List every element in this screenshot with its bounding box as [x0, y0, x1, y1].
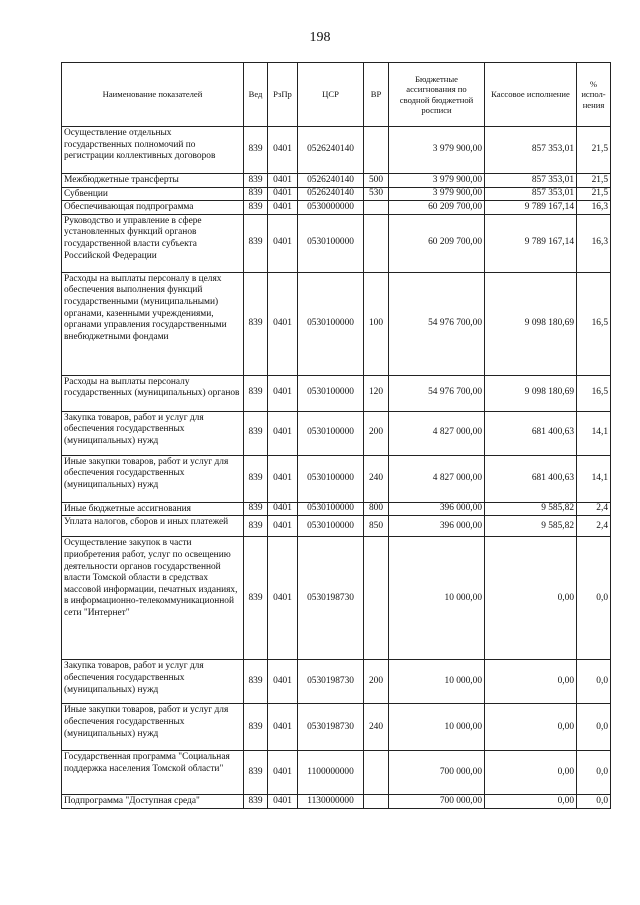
row-budget-cell: 4 827 000,00: [389, 455, 485, 502]
row-vr-cell: [364, 795, 389, 809]
row-cash-cell: 0,00: [485, 537, 577, 660]
row-budget-cell: 700 000,00: [389, 795, 485, 809]
row-vr-cell: 500: [364, 174, 389, 188]
row-rzpr-cell: 0401: [268, 411, 298, 455]
row-cash-cell: 857 353,01: [485, 187, 577, 201]
row-csr-cell: 0530100000: [298, 375, 364, 411]
row-rzpr-cell: 0401: [268, 502, 298, 516]
row-name-cell: Государственная программа "Социальная поддержка населения Томской области": [62, 751, 244, 795]
row-csr-cell: 0530100000: [298, 502, 364, 516]
row-ved-cell: 839: [244, 704, 268, 751]
table-row: [62, 375, 611, 411]
header-rzpr: РзПр: [268, 63, 298, 127]
row-rzpr-cell: 0401: [268, 375, 298, 411]
row-ved-cell: 839: [244, 516, 268, 537]
row-cash-cell: 9 789 167,14: [485, 201, 577, 215]
row-budget-cell: 54 976 700,00: [389, 272, 485, 375]
table-row: [62, 455, 611, 502]
row-rzpr-cell: 0401: [268, 127, 298, 174]
page-number: 198: [309, 30, 331, 45]
row-budget-cell: 10 000,00: [389, 704, 485, 751]
row-csr-cell: 0530198730: [298, 537, 364, 660]
row-vr-cell: 800: [364, 502, 389, 516]
header-cash: Кассовое исполнение: [485, 63, 577, 127]
table-row: [62, 795, 611, 809]
row-ved-cell: 839: [244, 174, 268, 188]
row-name-cell: Руководство и управление в сфере установленных функций органов государственной власти субъекта Российской Федерации: [62, 214, 244, 272]
row-cash-cell: 0,00: [485, 751, 577, 795]
row-ved-cell: 839: [244, 751, 268, 795]
row-name-cell: Закупка товаров, работ и услуг для обеспечения государственных (муниципальных) нужд: [62, 411, 244, 455]
row-budget-cell: 60 209 700,00: [389, 201, 485, 215]
row-pct-cell: 21,5: [577, 174, 611, 188]
row-name-cell: Иные закупки товаров, работ и услуг для обеспечения государственных (муниципальных) нужд: [62, 704, 244, 751]
table-row: [62, 537, 611, 660]
row-cash-cell: 0,00: [485, 795, 577, 809]
row-csr-cell: 0530000000: [298, 201, 364, 215]
row-csr-cell: 0530100000: [298, 411, 364, 455]
table-row: [62, 187, 611, 201]
row-vr-cell: 240: [364, 704, 389, 751]
row-cash-cell: 9 585,82: [485, 516, 577, 537]
header-budget: Бюджетные ассигнования по сводной бюджетной росписи: [389, 63, 485, 127]
row-budget-cell: 10 000,00: [389, 660, 485, 704]
row-budget-cell: 700 000,00: [389, 751, 485, 795]
row-budget-cell: 10 000,00: [389, 537, 485, 660]
table-row: [62, 704, 611, 751]
row-rzpr-cell: 0401: [268, 214, 298, 272]
row-budget-cell: 60 209 700,00: [389, 214, 485, 272]
table-row: [62, 516, 611, 537]
row-pct-cell: 0,0: [577, 704, 611, 751]
row-name-cell: Подпрограмма "Доступная среда": [62, 795, 244, 809]
row-cash-cell: 857 353,01: [485, 127, 577, 174]
row-ved-cell: 839: [244, 187, 268, 201]
row-csr-cell: 0530198730: [298, 704, 364, 751]
row-vr-cell: 240: [364, 455, 389, 502]
row-vr-cell: 120: [364, 375, 389, 411]
table-row: [62, 411, 611, 455]
row-name-cell: Субвенции: [62, 187, 244, 201]
row-pct-cell: 0,0: [577, 537, 611, 660]
row-csr-cell: 0530100000: [298, 214, 364, 272]
row-pct-cell: 2,4: [577, 502, 611, 516]
table-row: [62, 751, 611, 795]
row-rzpr-cell: 0401: [268, 187, 298, 201]
row-pct-cell: 16,5: [577, 375, 611, 411]
row-name-cell: Расходы на выплаты персоналу в целях обеспечения выполнения функций государственными (муниципальными) органами, казенными учреждениями, органами управления государственными внебюджетными фондами: [62, 272, 244, 375]
row-ved-cell: 839: [244, 795, 268, 809]
row-budget-cell: 396 000,00: [389, 516, 485, 537]
row-ved-cell: 839: [244, 201, 268, 215]
table-row: [62, 201, 611, 215]
row-name-cell: Иные закупки товаров, работ и услуг для обеспечения государственных (муниципальных) нужд: [62, 455, 244, 502]
row-budget-cell: 3 979 900,00: [389, 187, 485, 201]
row-csr-cell: 0526240140: [298, 174, 364, 188]
header-csr: ЦСР: [298, 63, 364, 127]
row-rzpr-cell: 0401: [268, 174, 298, 188]
row-vr-cell: [364, 201, 389, 215]
table-row: [62, 127, 611, 174]
row-rzpr-cell: 0401: [268, 201, 298, 215]
header-pct: % испол-нения: [577, 63, 611, 127]
row-rzpr-cell: 0401: [268, 704, 298, 751]
row-vr-cell: [364, 214, 389, 272]
row-csr-cell: 0530100000: [298, 272, 364, 375]
row-pct-cell: 16,5: [577, 272, 611, 375]
row-budget-cell: 3 979 900,00: [389, 174, 485, 188]
row-ved-cell: 839: [244, 127, 268, 174]
row-ved-cell: 839: [244, 502, 268, 516]
row-pct-cell: 21,5: [577, 187, 611, 201]
row-budget-cell: 396 000,00: [389, 502, 485, 516]
row-ved-cell: 839: [244, 660, 268, 704]
row-cash-cell: 681 400,63: [485, 455, 577, 502]
row-cash-cell: 0,00: [485, 704, 577, 751]
row-name-cell: Уплата налогов, сборов и иных платежей: [62, 516, 244, 537]
row-name-cell: Иные бюджетные ассигнования: [62, 502, 244, 516]
row-vr-cell: [364, 537, 389, 660]
row-rzpr-cell: 0401: [268, 272, 298, 375]
row-budget-cell: 4 827 000,00: [389, 411, 485, 455]
row-rzpr-cell: 0401: [268, 537, 298, 660]
header-name: Наименование показателей: [62, 63, 244, 127]
row-budget-cell: 3 979 900,00: [389, 127, 485, 174]
row-csr-cell: 0526240140: [298, 187, 364, 201]
row-cash-cell: 0,00: [485, 660, 577, 704]
row-rzpr-cell: 0401: [268, 751, 298, 795]
row-cash-cell: 9 098 180,69: [485, 272, 577, 375]
row-rzpr-cell: 0401: [268, 455, 298, 502]
row-vr-cell: 530: [364, 187, 389, 201]
table-row: [62, 502, 611, 516]
row-cash-cell: 9 098 180,69: [485, 375, 577, 411]
row-csr-cell: 0530198730: [298, 660, 364, 704]
row-name-cell: Межбюджетные трансферты: [62, 174, 244, 188]
row-name-cell: Закупка товаров, работ и услуг для обеспечения государственных (муниципальных) нужд: [62, 660, 244, 704]
row-cash-cell: 681 400,63: [485, 411, 577, 455]
row-pct-cell: 0,0: [577, 751, 611, 795]
header-ved: Вед: [244, 63, 268, 127]
row-vr-cell: 200: [364, 411, 389, 455]
row-pct-cell: 14,1: [577, 411, 611, 455]
table-row: [62, 174, 611, 188]
table-row: [62, 272, 611, 375]
row-ved-cell: 839: [244, 411, 268, 455]
row-csr-cell: 0530100000: [298, 455, 364, 502]
row-csr-cell: 1100000000: [298, 751, 364, 795]
row-cash-cell: 9 585,82: [485, 502, 577, 516]
table-row: [62, 660, 611, 704]
row-cash-cell: 857 353,01: [485, 174, 577, 188]
row-pct-cell: 21,5: [577, 127, 611, 174]
row-pct-cell: 14,1: [577, 455, 611, 502]
row-ved-cell: 839: [244, 537, 268, 660]
row-rzpr-cell: 0401: [268, 516, 298, 537]
row-vr-cell: 100: [364, 272, 389, 375]
table-row: [62, 214, 611, 272]
row-ved-cell: 839: [244, 455, 268, 502]
row-csr-cell: 0526240140: [298, 127, 364, 174]
row-csr-cell: 0530100000: [298, 516, 364, 537]
row-ved-cell: 839: [244, 272, 268, 375]
row-name-cell: Обеспечивающая подпрограмма: [62, 201, 244, 215]
header-vr: ВР: [364, 63, 389, 127]
row-name-cell: Осуществление отдельных государственных полномочий по регистрации коллективных договоров: [62, 127, 244, 174]
row-name-cell: Расходы на выплаты персоналу государственных (муниципальных) органов: [62, 375, 244, 411]
row-csr-cell: 1130000000: [298, 795, 364, 809]
row-vr-cell: [364, 751, 389, 795]
row-vr-cell: 850: [364, 516, 389, 537]
row-ved-cell: 839: [244, 375, 268, 411]
row-rzpr-cell: 0401: [268, 660, 298, 704]
row-ved-cell: 839: [244, 214, 268, 272]
row-pct-cell: 2,4: [577, 516, 611, 537]
row-vr-cell: 200: [364, 660, 389, 704]
row-name-cell: Осуществление закупок в части приобретения работ, услуг по освещению деятельности органов государственной власти Томской области в средствах массовой информации, печатных изданиях, в информационно-телекоммуникационной сети "Интернет": [62, 537, 244, 660]
row-cash-cell: 9 789 167,14: [485, 214, 577, 272]
row-rzpr-cell: 0401: [268, 795, 298, 809]
row-pct-cell: 16,3: [577, 214, 611, 272]
budget-table: [61, 62, 611, 809]
row-budget-cell: 54 976 700,00: [389, 375, 485, 411]
row-pct-cell: 16,3: [577, 201, 611, 215]
row-pct-cell: 0,0: [577, 795, 611, 809]
row-vr-cell: [364, 127, 389, 174]
row-pct-cell: 0,0: [577, 660, 611, 704]
table-header-row: [62, 63, 611, 127]
